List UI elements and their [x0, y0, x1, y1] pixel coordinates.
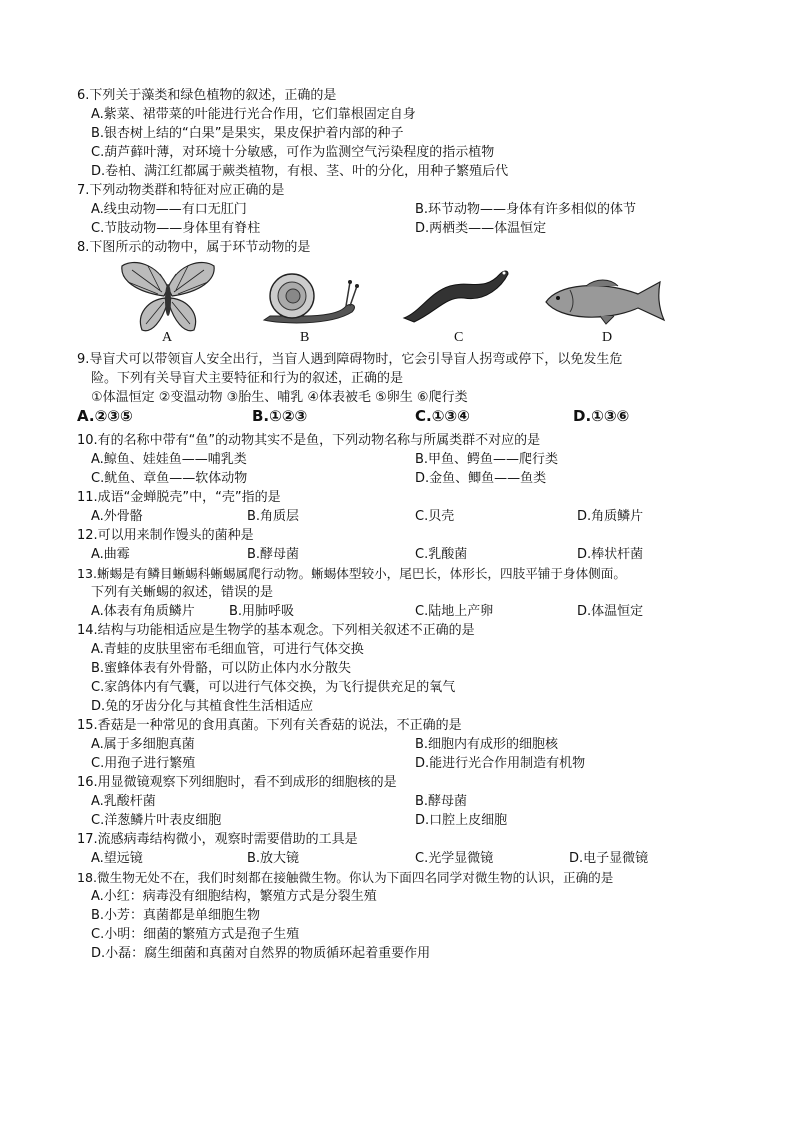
option-c: C.乳酸菌	[415, 547, 468, 562]
question-stem: 6.下列关于藻类和绿色植物的叙述，正确的是	[77, 88, 337, 103]
question-10	[77, 431, 717, 488]
question-stem: 10.有的名称中带有“鱼”的动物其实不是鱼，下列动物名称与所属类群不对应的是	[77, 433, 541, 448]
option-b: B.环节动物——身体有许多相似的体节	[415, 202, 637, 217]
question-17	[77, 830, 717, 868]
question-stem: 18.微生物无处不在，我们时刻都在接触微生物。你认为下面四名同学对微生物的认识，正确的是	[77, 870, 614, 885]
butterfly-icon	[118, 258, 218, 336]
option-a: A.属于多细胞真菌	[91, 737, 195, 752]
question-9-options	[63, 407, 703, 429]
question-stem: 7.下列动物类群和特征对应正确的是	[77, 183, 285, 198]
option-b: B.小芳：真菌都是单细胞生物	[91, 908, 261, 923]
option-b: B.放大镜	[247, 851, 300, 866]
question-12	[77, 526, 717, 564]
option-a: A.青蛙的皮肤里密布毛细血管，可进行气体交换	[91, 642, 364, 657]
option-b: B.酵母菌	[415, 794, 468, 809]
option-b: B.用肺呼吸	[229, 604, 295, 619]
question-stem: 17.流感病毒结构微小，观察时需要借助的工具是	[77, 832, 358, 847]
question-stem: 8.下图所示的动物中，属于环节动物的是	[77, 240, 311, 255]
question-stem-continued: 险。下列有关导盲犬主要特征和行为的叙述，正确的是	[91, 371, 404, 386]
question-15	[77, 716, 717, 773]
option-a: A.线虫动物——有口无肛门	[91, 202, 247, 217]
snail-icon	[260, 268, 360, 330]
option-c: C.家鸽体内有气囊，可以进行气体交换，为飞行提供充足的氧气	[91, 680, 456, 695]
question-stem: 12.可以用来制作馒头的菌种是	[77, 528, 254, 543]
option-c: C.小明：细菌的繁殖方式是孢子生殖	[91, 927, 300, 942]
question-stem: 11.成语“金蝉脱壳”中，“壳”指的是	[77, 490, 281, 505]
option-b: B.甲鱼、鳄鱼——爬行类	[415, 452, 559, 467]
figure-label-b: B	[300, 330, 310, 345]
question-11	[77, 488, 717, 526]
question-18	[77, 868, 717, 963]
option-c: C.光学显微镜	[415, 851, 494, 866]
eel-icon	[400, 262, 512, 324]
question-13	[77, 564, 717, 621]
question-stem: 15.香菇是一种常见的食用真菌。下列有关香菇的说法，不正确的是	[77, 718, 462, 733]
question-stem: 9.导盲犬可以带领盲人安全出行，当盲人遇到障碍物时，它会引导盲人拐弯或停下，以免发生危	[77, 352, 623, 367]
option-c: C.节肢动物——身体里有脊柱	[91, 221, 261, 236]
option-a: A.望远镜	[91, 851, 143, 866]
question-stem-continued: 下列有关蜥蜴的叙述，错误的是	[91, 585, 274, 600]
option-a: A.乳酸杆菌	[91, 794, 156, 809]
option-a: A.鲸鱼、娃娃鱼——哺乳类	[91, 452, 247, 467]
question-stem: 14.结构与功能相适应是生物学的基本观念。下列相关叙述不正确的是	[77, 623, 475, 638]
question-16	[77, 773, 717, 830]
question-7	[77, 181, 717, 238]
question-6	[77, 86, 717, 181]
option-d: D.电子显微镜	[569, 851, 649, 866]
option-d: D.体温恒定	[577, 604, 644, 619]
figure-label-d: D	[602, 330, 613, 345]
option-b: B.细胞内有成形的细胞核	[415, 737, 559, 752]
option-d: D.①③⑥	[573, 407, 630, 425]
option-b: B.银杏树上结的“白果”是果实，果皮保护着内部的种子	[91, 126, 404, 141]
statement-list: ①体温恒定 ②变温动物 ③胎生、哺乳 ④体表被毛 ⑤卵生 ⑥爬行类	[91, 390, 468, 405]
option-c: C.陆地上产卵	[415, 604, 494, 619]
question-9	[77, 350, 717, 407]
option-a: A.小红：病毒没有细胞结构，繁殖方式是分裂生殖	[91, 889, 377, 904]
question-stem: 13.蜥蜴是有鳞目蜥蜴科蜥蜴属爬行动物。蜥蜴体型较小，尾巴长，体形长，四肢平铺于身体侧面。	[77, 566, 626, 581]
option-c: C.①③④	[415, 407, 470, 425]
option-b: B.蜜蜂体表有外骨骼，可以防止体内水分散失	[91, 661, 352, 676]
option-c: C.洋葱鳞片叶表皮细胞	[91, 813, 222, 828]
option-c: C.贝壳	[415, 509, 455, 524]
option-c: C.葫芦藓叶薄，对环境十分敏感，可作为监测空气污染程度的指示植物	[91, 145, 495, 160]
option-d: D.小磊：腐生细菌和真菌对自然界的物质循环起着重要作用	[91, 946, 431, 961]
option-b: B.角质层	[247, 509, 300, 524]
animal-figure	[110, 256, 690, 348]
option-d: D.能进行光合作用制造有机物	[415, 756, 586, 771]
option-a: A.曲霉	[91, 547, 130, 562]
option-d: D.金鱼、鲫鱼——鱼类	[415, 471, 547, 486]
option-c: C.鱿鱼、章鱼——软体动物	[91, 471, 248, 486]
figure-label-a: A	[162, 330, 173, 345]
question-14	[77, 621, 717, 716]
option-d: D.兔的牙齿分化与其植食性生活相适应	[91, 699, 314, 714]
option-a: A.②③⑤	[77, 407, 133, 425]
figure-label-c: C	[454, 330, 464, 345]
option-d: D.角质鳞片	[577, 509, 644, 524]
option-d: D.棒状杆菌	[577, 547, 644, 562]
option-a: A.紫菜、裙带菜的叶能进行光合作用，它们靠根固定自身	[91, 107, 416, 122]
option-a: A.体表有角质鳞片	[91, 604, 195, 619]
option-d: D.口腔上皮细胞	[415, 813, 508, 828]
option-a: A.外骨骼	[91, 509, 143, 524]
carp-icon	[540, 276, 676, 326]
question-8	[77, 238, 717, 257]
option-d: D.两栖类——体温恒定	[415, 221, 547, 236]
question-stem: 16.用显微镜观察下列细胞时，看不到成形的细胞核的是	[77, 775, 397, 790]
option-b: B.酵母菌	[247, 547, 300, 562]
option-b: B.①②③	[252, 407, 308, 425]
option-c: C.用孢子进行繁殖	[91, 756, 196, 771]
option-d: D.卷柏、满江红都属于蕨类植物，有根、茎、叶的分化，用种子繁殖后代	[91, 164, 509, 179]
